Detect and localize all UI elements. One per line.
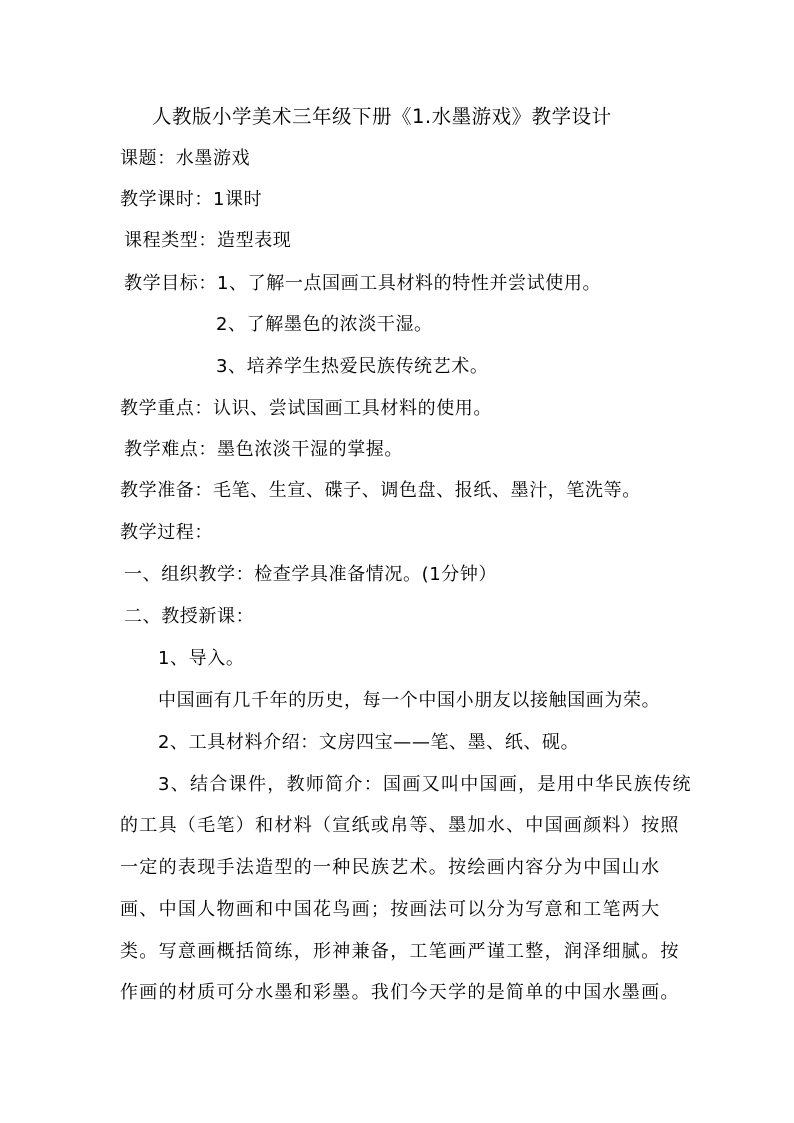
goal-line-2: 2、了解墨色的浓淡干湿。 bbox=[216, 314, 433, 335]
difficulty-line: 教学难点：墨色浓淡干湿的掌握。 bbox=[124, 439, 403, 460]
course-type-line: 课程类型：造型表现 bbox=[124, 230, 292, 251]
subject-line: 课题：水墨游戏 bbox=[120, 148, 251, 169]
process-heading: 教学过程： bbox=[120, 522, 213, 543]
tools-intro-line: 2、工具材料介绍：文房四宝——笔、墨、纸、砚。 bbox=[158, 732, 580, 753]
goal-line-3: 3、培养学生热爱民族传统艺术。 bbox=[216, 356, 489, 377]
step-2-line: 二、教授新课： bbox=[124, 606, 255, 627]
paragraph-line-2: 的工具（毛笔）和材料（宣纸或帛等、墨加水、中国画颜料）按照 bbox=[120, 815, 680, 836]
key-point-line: 教学重点：认识、尝试国画工具材料的使用。 bbox=[120, 398, 492, 419]
paragraph-line-6: 作画的材质可分水墨和彩墨。我们今天学的是简单的中国水墨画。 bbox=[120, 982, 680, 1003]
intro-text: 中国画有几千年的历史，每一个中国小朋友以接触国画为荣。 bbox=[158, 690, 661, 711]
paragraph-line-1: 3、结合课件，教师简介：国画又叫中国画，是用中华民族传统 bbox=[158, 774, 692, 795]
paragraph-line-5: 类。写意画概括简练，形神兼备，工笔画严谨工整，润泽细腻。按 bbox=[120, 941, 680, 962]
document-title: 人教版小学美术三年级下册《1.水墨游戏》教学设计 bbox=[152, 105, 612, 128]
paragraph-line-3: 一定的表现手法造型的一种民族艺术。按绘画内容分为中国山水 bbox=[120, 857, 661, 878]
intro-label: 1、导入。 bbox=[158, 648, 245, 669]
goal-line-1: 教学目标：1、了解一点国画工具材料的特性并尝试使用。 bbox=[124, 273, 602, 294]
step-1-line: 一、组织教学：检查学具准备情况。(1分钟） bbox=[124, 564, 498, 585]
paragraph-line-4: 画、中国人物画和中国花鸟画；按画法可以分为写意和工笔两大 bbox=[120, 899, 661, 920]
lesson-hours-line: 教学课时：1课时 bbox=[120, 189, 263, 210]
preparation-line: 教学准备：毛笔、生宣、碟子、调色盘、报纸、墨汁，笔洗等。 bbox=[120, 480, 641, 501]
